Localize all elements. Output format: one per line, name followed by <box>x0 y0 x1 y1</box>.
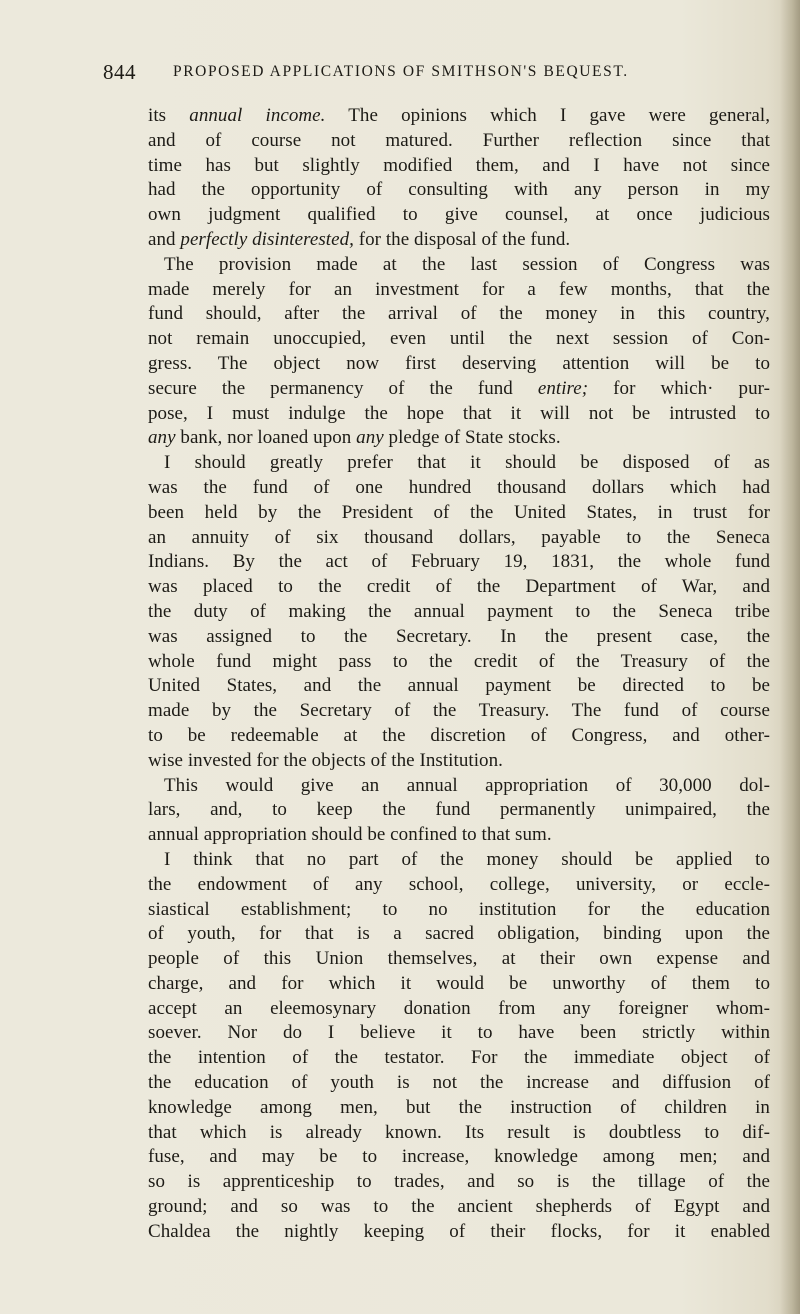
page-edge-shadow <box>780 0 800 1314</box>
text-line: and of course not matured. Further reflection since that <box>148 129 770 151</box>
text-line: the intention of the testator. For the immediate object of <box>148 1047 770 1069</box>
text-line: any bank, nor loaned upon any pledge of State stocks. <box>148 427 561 449</box>
text-line: Chaldea the nightly keeping of their flocks, for it enabled <box>148 1220 770 1242</box>
text-line: charge, and for which it would be unworthy of them to <box>148 972 770 994</box>
body-text <box>148 104 770 1245</box>
text-line: gress. The object now first deserving attention will be to <box>148 352 770 374</box>
text-line: soever. Nor do I believe it to have been strictly within <box>148 1022 770 1044</box>
text-line: was the fund of one hundred thousand dollars which had <box>148 476 770 498</box>
text-line: accept an eleemosynary donation from any foreigner whom- <box>148 997 770 1019</box>
text-line: whole fund might pass to the credit of the Treasury of the <box>148 650 770 672</box>
text-line: fund should, after the arrival of the money in this country, <box>148 303 770 325</box>
page-header <box>103 60 723 90</box>
running-head: PROPOSED APPLICATIONS OF SMITHSON'S BEQUEST. <box>173 63 629 80</box>
page-number: 844 <box>103 60 136 84</box>
text-line: made merely for an investment for a few months, that the <box>148 278 770 300</box>
text-line: its annual income. The opinions which I gave were general, <box>148 105 771 126</box>
text-line: secure the permanency of the fund entire; for which· pur- <box>148 377 770 399</box>
text-line: fuse, and may be to increase, knowledge among men; and <box>148 1146 770 1168</box>
text-line: the duty of making the annual payment to the Seneca tribe <box>148 600 770 622</box>
text-line: that which is already known. Its result is doubtless to dif- <box>148 1121 770 1143</box>
text-line: lars, and, to keep the fund permanently unimpaired, the <box>148 799 770 821</box>
text-line: was placed to the credit of the Department of War, and <box>148 576 770 598</box>
text-line: an annuity of six thousand dollars, payable to the Seneca <box>148 526 770 548</box>
text-line: The provision made at the last session of Congress was <box>164 253 770 275</box>
text-line: wise invested for the objects of the Institution. <box>148 749 503 771</box>
text-line: of youth, for that is a sacred obligation, binding upon the <box>148 923 770 945</box>
text-line: the endowment of any school, college, university, or eccle- <box>148 873 770 895</box>
text-line: and perfectly disinterested, for the disposal of the fund. <box>148 228 571 250</box>
text-line: I should greatly prefer that it should be disposed of as <box>164 452 770 474</box>
text-line: so is apprenticeship to trades, and so is the tillage of the <box>148 1171 770 1193</box>
text-line: to be redeemable at the discretion of Congress, and other- <box>148 724 770 746</box>
text-line: had the opportunity of consulting with any person in my <box>148 179 770 201</box>
text-line: United States, and the annual payment be directed to be <box>148 675 770 697</box>
text-line: This would give an annual appropriation of 30,000 dol- <box>164 774 770 796</box>
text-line: siastical establishment; to no institution for the education <box>148 898 770 920</box>
text-line: Indians. By the act of February 19, 1831, the whole fund <box>148 551 770 573</box>
text-line: ground; and so was to the ancient shepherds of Egypt and <box>148 1196 770 1218</box>
text-line: the education of youth is not the increase and diffusion of <box>148 1072 770 1094</box>
text-line: made by the Secretary of the Treasury. The fund of course <box>148 700 770 722</box>
text-line: pose, I must indulge the hope that it will not be intrusted to <box>148 402 770 424</box>
text-line: own judgment qualified to give counsel, at once judicious <box>148 204 770 226</box>
text-line: was assigned to the Secretary. In the present case, the <box>148 625 770 647</box>
text-line: I think that no part of the money should be applied to <box>164 848 770 870</box>
text-line: knowledge among men, but the instruction of children in <box>148 1096 770 1118</box>
text-line: annual appropriation should be confined to that sum. <box>148 824 552 846</box>
text-line: time has but slightly modified them, and I have not since <box>148 154 770 176</box>
text-line: people of this Union themselves, at their own expense and <box>148 948 770 970</box>
text-line: been held by the President of the United States, in trust for <box>148 501 770 523</box>
text-line: not remain unoccupied, even until the next session of Con- <box>148 328 770 350</box>
